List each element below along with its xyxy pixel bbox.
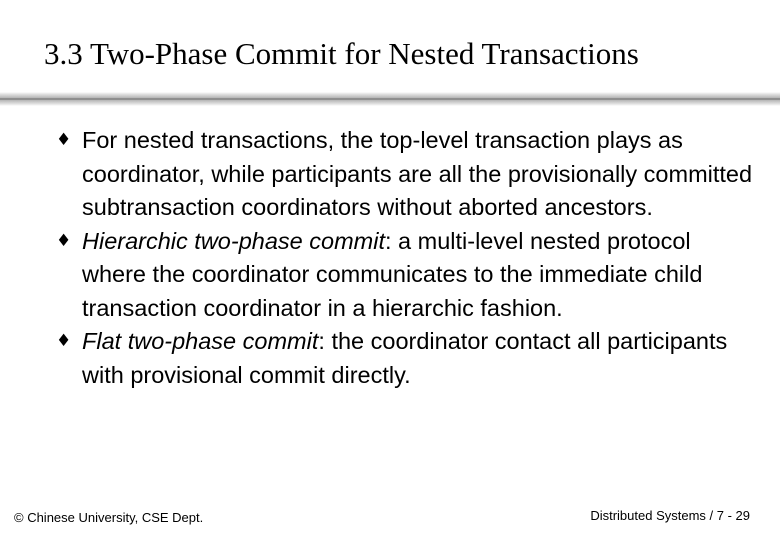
bullet-list [56, 124, 756, 392]
bullet-emphasis: Flat two-phase commit [82, 328, 319, 354]
bullet-text: For nested transactions, the top-level transaction plays as coordinator, while participants are all the provisionally committed subtransaction coordinators without aborted ancestors. [82, 127, 753, 220]
bullet-item [56, 124, 756, 225]
bullet-emphasis: Hierarchic two-phase commit [82, 227, 385, 254]
diamond-bullet-icon: ♦ [56, 230, 72, 251]
title-divider-line [0, 98, 780, 100]
diamond-bullet-icon: ♦ [56, 331, 72, 351]
bullet-item [56, 225, 756, 326]
bullet-item [56, 325, 756, 392]
slide-title: 3.3 Two-Phase Commit for Nested Transactions [44, 36, 639, 71]
footer-copyright: © Chinese University, CSE Dept. [14, 510, 204, 525]
bullet-text: : a multi-level nested protocol where the coordinator communicates to the immediate child transaction coordinator in a hierarchic fashion. [82, 227, 703, 321]
footer-page-number: Distributed Systems / 7 - 29 [590, 508, 750, 523]
diamond-bullet-icon: ♦ [56, 130, 72, 150]
bullet-text: : the coordinator contact all participants with provisional commit directly. [82, 328, 728, 388]
